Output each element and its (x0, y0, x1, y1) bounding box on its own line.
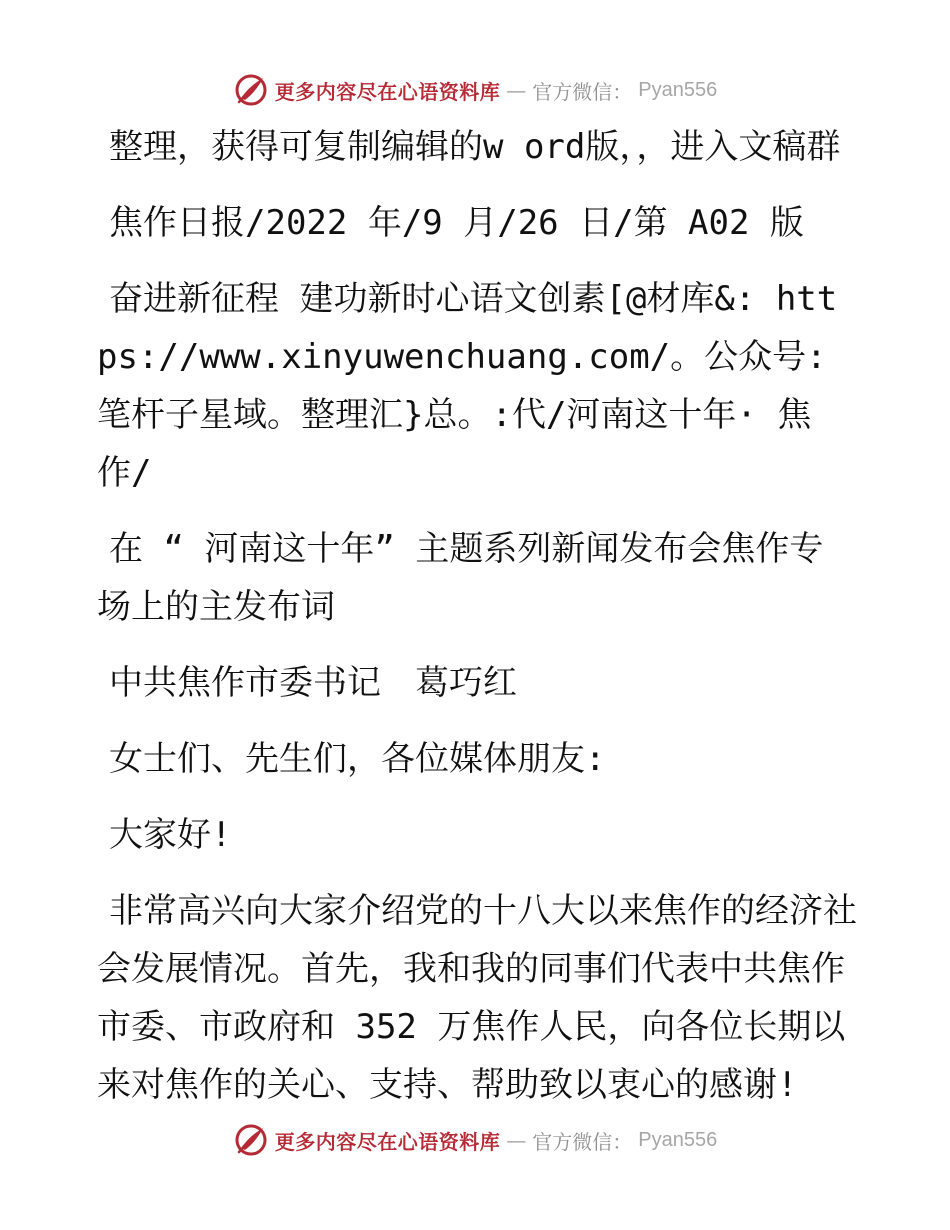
header-watermark-banner (0, 70, 950, 110)
paragraph-title: 在 “ 河南这十年” 主题系列新闻发布会焦作专场上的主发布词 (97, 529, 824, 627)
watermark-sub-text: 官方微信： (532, 79, 633, 104)
quill-pen-logo-icon (233, 72, 269, 108)
quill-pen-logo-icon (233, 1122, 269, 1158)
paragraph-hello: 大家好! (109, 815, 232, 855)
watermark-dash: — (506, 78, 527, 102)
paragraph-greeting: 女士们、先生们，各位媒体朋友: (109, 739, 606, 779)
watermark-group (233, 72, 717, 108)
watermark-group-footer (233, 1122, 717, 1158)
paragraph-intro: 整理，获得可复制编辑的w ord版，，进入文稿群 (109, 127, 841, 167)
paragraph-author: 中共焦作市委书记 葛巧红 (109, 663, 517, 703)
paragraph-source: 焦作日报/2022 年/9 月/26 日/第 A02 版 (109, 203, 804, 243)
watermark-sub-text-footer: 官方微信： (532, 1129, 633, 1154)
footer-watermark-banner (0, 1120, 950, 1160)
paragraph-body: 非常高兴向大家介绍党的十八大以来焦作的经济社会发展情况。首先，我和我的同事们代表中共焦作市委、市政府和 352 万焦作人民，向各位长期以来对焦作的关心、支持、帮助致以衷心的感谢! (97, 891, 857, 1105)
watermark-main-text: 更多内容尽在心语资料库 (274, 79, 501, 104)
watermark-wechat-id: Pyan556 (638, 78, 718, 101)
paragraph-header-watermark: 奋进新征程 建功新时心语文创素[@材库&: https://www.xinyuwenchuang.com/。公众号: 笔杆子星域。整理汇}总。:代/河南这十年· 焦作/ (97, 279, 838, 493)
watermark-main-text-footer: 更多内容尽在心语资料库 (274, 1129, 501, 1154)
watermark-dash-footer: — (506, 1128, 527, 1152)
document-body (97, 118, 857, 1132)
watermark-wechat-id-footer: Pyan556 (638, 1128, 718, 1151)
